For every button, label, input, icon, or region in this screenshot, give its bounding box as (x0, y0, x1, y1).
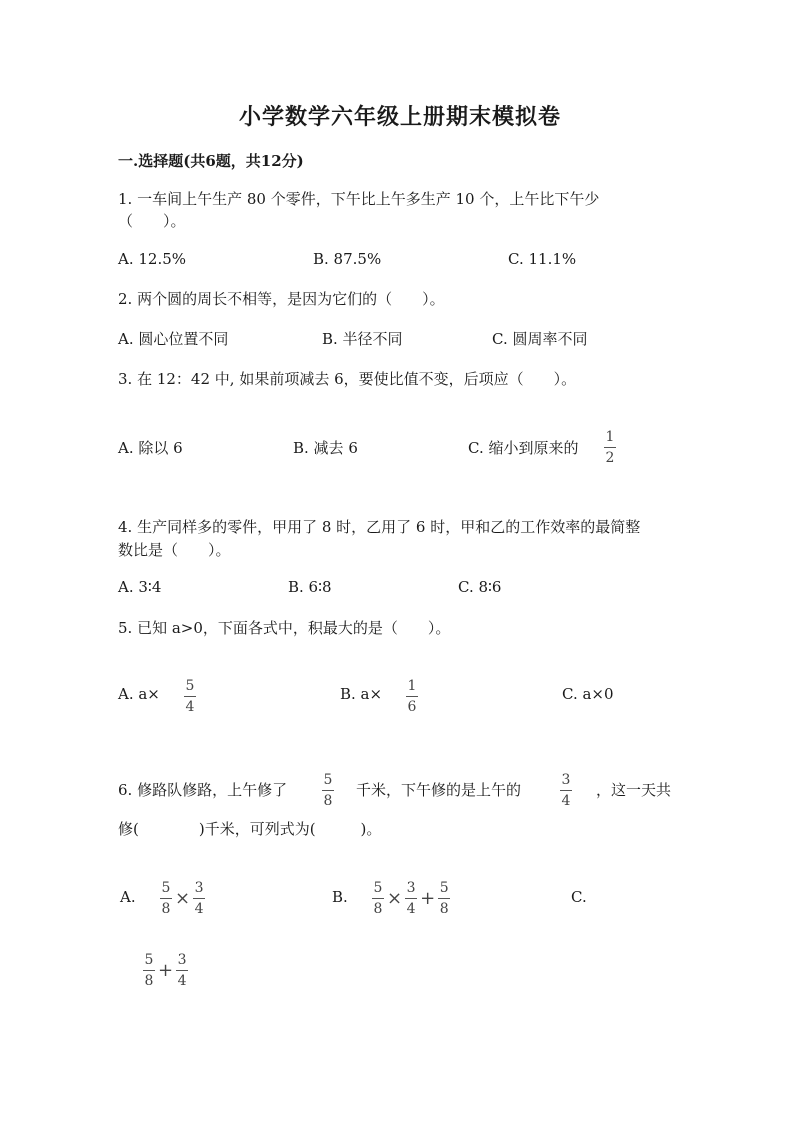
fraction-denominator: 4 (406, 901, 416, 918)
question-5: 5. 已知 a>0，下面各式中，积最大的是（ ）。 (118, 619, 451, 637)
fraction-bar (560, 790, 572, 791)
fraction-numerator: 5 (439, 880, 449, 896)
fraction-bar (405, 898, 417, 899)
fraction-numerator: 5 (373, 880, 383, 896)
q5-option-c[interactable]: C. a×0 (562, 685, 614, 703)
fraction-bar (160, 898, 172, 899)
fraction-bar (372, 898, 384, 899)
fraction-numerator: 3 (177, 952, 187, 968)
q5-option-b-fraction (406, 678, 418, 715)
fraction-bar (143, 970, 155, 971)
q5-option-a[interactable]: A. a× (118, 685, 160, 703)
fraction-numerator: 1 (407, 678, 417, 694)
q3-option-a[interactable]: A. 除以 6 (118, 439, 183, 457)
times-sign: × (387, 888, 403, 910)
q3-option-c[interactable]: C. 缩小到原来的 (468, 439, 579, 457)
fraction (160, 880, 172, 917)
q4-option-a[interactable]: A. 3∶4 (118, 578, 162, 596)
question-2: 2. 两个圆的周长不相等，是因为它们的（ ）。 (118, 290, 445, 308)
fraction-denominator: 8 (161, 901, 171, 918)
q4-option-c[interactable]: C. 8∶6 (458, 578, 502, 596)
fraction-denominator: 2 (605, 450, 615, 467)
fraction-bar (406, 696, 418, 697)
fraction-denominator: 4 (561, 793, 571, 810)
q2-option-b[interactable]: B. 半径不同 (322, 330, 403, 348)
fraction-numerator: 5 (323, 772, 333, 788)
q6-option-a[interactable]: A. (120, 888, 136, 906)
plus-sign: + (158, 960, 174, 982)
fraction (143, 952, 155, 989)
q6-fraction-1 (322, 772, 334, 809)
fraction-denominator: 6 (407, 699, 417, 716)
q5-option-a-fraction (184, 678, 196, 715)
fraction (405, 880, 417, 917)
fraction-bar (176, 970, 188, 971)
q6-option-b-expression (372, 880, 450, 917)
question-4-line1: 4. 生产同样多的零件，甲用了 8 时，乙用了 6 时，甲和乙的工作效率的最简整 (118, 518, 641, 536)
q5-option-b[interactable]: B. a× (340, 685, 383, 703)
question-6-line2: 修( )千米，可列式为( )。 (118, 820, 382, 838)
fraction-numerator: 5 (161, 880, 171, 896)
fraction-denominator: 8 (144, 973, 154, 990)
fraction-denominator: 4 (177, 973, 187, 990)
question-1-line2: （ ）。 (118, 212, 186, 230)
q6-option-c-expression (143, 952, 188, 989)
q6-option-a-expression (160, 880, 205, 917)
fraction-bar (184, 696, 196, 697)
fraction-denominator: 8 (323, 793, 333, 810)
question-6-part1: 6. 修路队修路，上午修了 (118, 781, 288, 799)
fraction-bar (604, 447, 616, 448)
fraction-denominator: 8 (439, 901, 449, 918)
fraction-numerator: 5 (144, 952, 154, 968)
fraction-numerator: 3 (194, 880, 204, 896)
q1-option-a[interactable]: A. 12.5% (118, 250, 187, 268)
q6-option-b[interactable]: B. (332, 888, 348, 906)
q3-option-b[interactable]: B. 减去 6 (293, 439, 358, 457)
q6-fraction-2 (560, 772, 572, 809)
fraction-bar (322, 790, 334, 791)
page-title: 小学数学六年级上册期末模拟卷 (238, 104, 561, 130)
question-6-part2: 千米，下午修的是上午的 (356, 781, 522, 799)
question-3: 3. 在 12：42 中, 如果前项减去 6，要使比值不变，后项应（ ）。 (118, 370, 577, 388)
fraction-numerator: 3 (406, 880, 416, 896)
fraction-denominator: 4 (185, 699, 195, 716)
q3-fraction (604, 429, 616, 466)
fraction-denominator: 4 (194, 901, 204, 918)
fraction-bar (438, 898, 450, 899)
fraction-numerator: 1 (605, 429, 615, 445)
times-sign: × (175, 888, 191, 910)
question-4-line2: 数比是（ ）。 (118, 541, 231, 559)
fraction-bar (193, 898, 205, 899)
fraction-numerator: 3 (561, 772, 571, 788)
fraction (372, 880, 384, 917)
fraction (176, 952, 188, 989)
q2-option-c[interactable]: C. 圆周率不同 (492, 330, 588, 348)
q4-option-b[interactable]: B. 6∶8 (288, 578, 332, 596)
fraction (193, 880, 205, 917)
fraction-numerator: 5 (185, 678, 195, 694)
fraction-denominator: 8 (373, 901, 383, 918)
plus-sign: + (420, 888, 436, 910)
section-heading: 一.选择题(共6题，共12分) (118, 152, 304, 170)
q2-option-a[interactable]: A. 圆心位置不同 (118, 330, 229, 348)
fraction (438, 880, 450, 917)
q6-option-c[interactable]: C. (571, 888, 587, 906)
question-1-line1: 1. 一车间上午生产 80 个零件，下午比上午多生产 10 个，上午比下午少 (118, 190, 600, 208)
question-6-part3: ，这一天共 (596, 781, 672, 799)
q1-option-b[interactable]: B. 87.5% (313, 250, 382, 268)
q1-option-c[interactable]: C. 11.1% (508, 250, 577, 268)
